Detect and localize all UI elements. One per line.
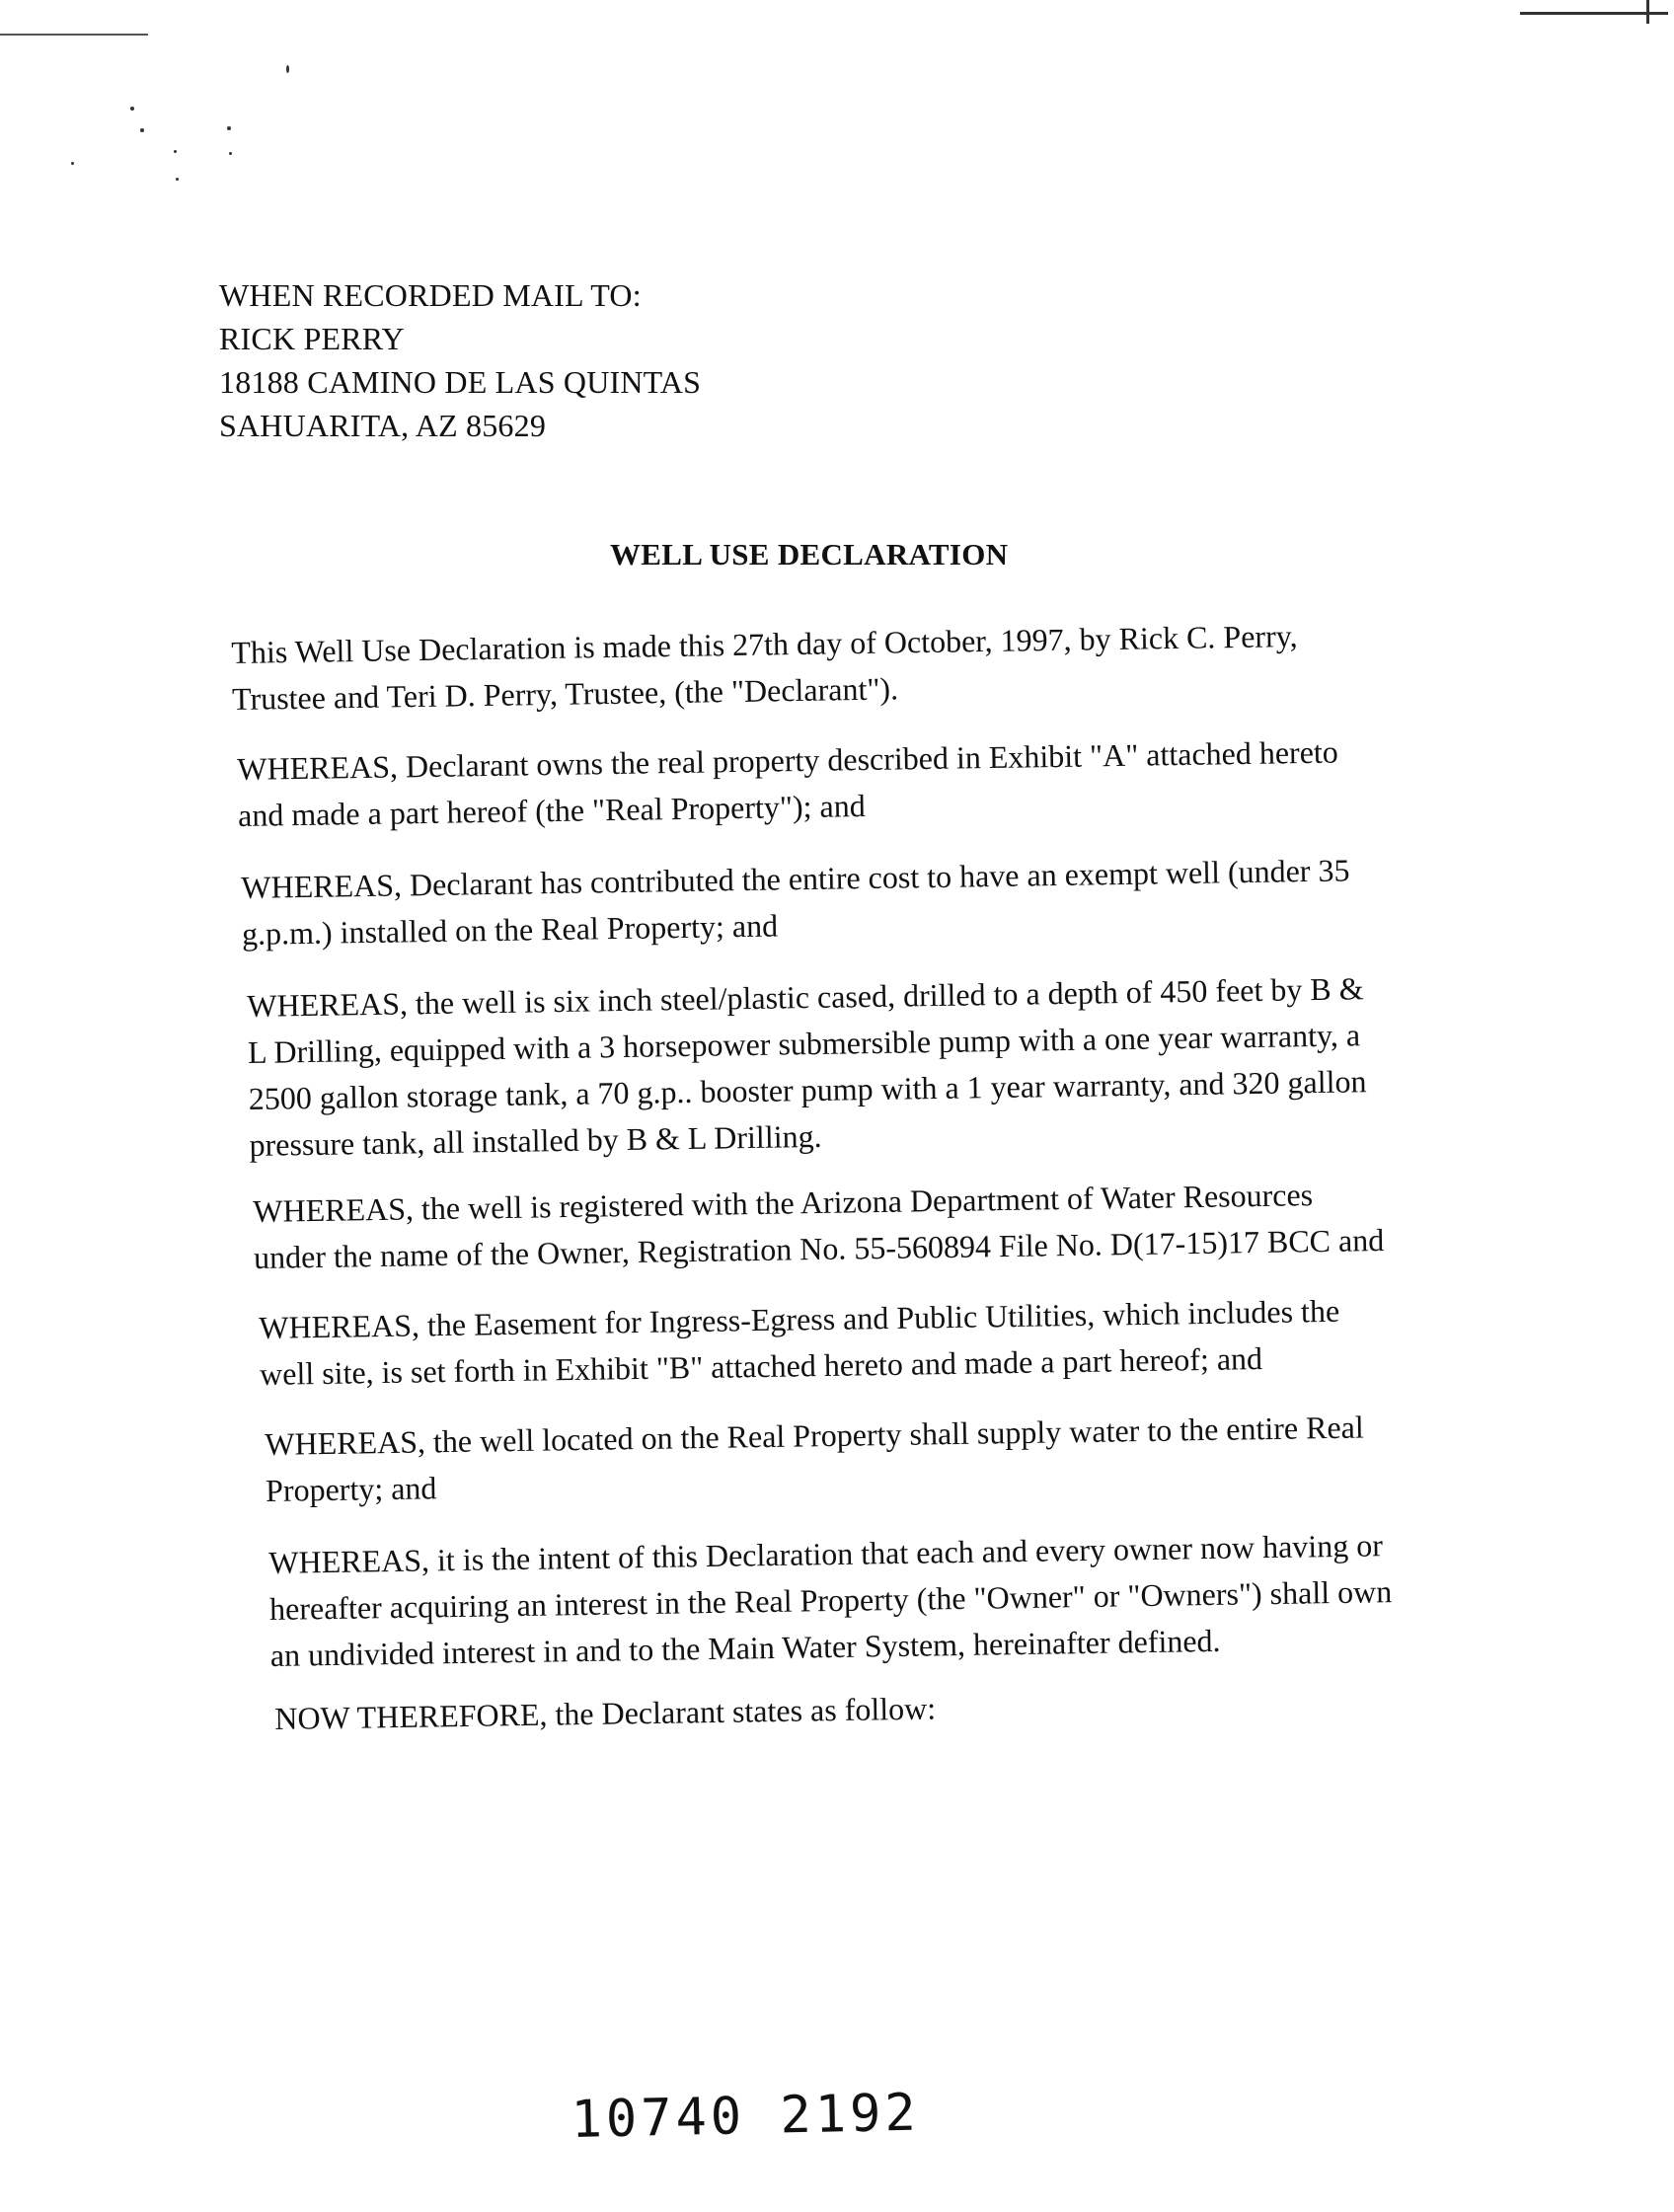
scan-speck: [286, 65, 289, 73]
paragraph-line: hereafter acquiring an interest in the Real Property (the "Owner" or "Owners") shall own: [268, 1573, 1393, 1627]
whereas-registration-paragraph: [253, 1170, 1478, 1281]
whereas-water-supply-paragraph: [265, 1403, 1489, 1514]
mailing-street-address: 18188 CAMINO DE LAS QUINTAS: [219, 364, 702, 400]
paragraph-line: pressure tank, all installed by B & L Drilling.: [249, 1117, 822, 1163]
scan-edge-tick-top-right: [1646, 0, 1649, 24]
scan-speck: [174, 150, 177, 153]
whereas-cost-paragraph: [241, 846, 1466, 957]
paragraph-line: WHEREAS, the Easement for Ingress-Egress and Public Utilities, which includes the: [259, 1292, 1340, 1345]
paragraph-line: well site, is set forth in Exhibit "B" attached hereto and made a part hereof; and: [259, 1340, 1263, 1392]
paragraph-line: WHEREAS, Declarant owns the real property described in Exhibit "A" attached hereto: [237, 733, 1339, 787]
paragraph-line: Property; and: [265, 1470, 437, 1508]
mailing-address-block: [219, 273, 701, 447]
whereas-well-description-paragraph: [247, 964, 1474, 1169]
mailing-instruction: WHEN RECORDED MAIL TO:: [219, 277, 642, 313]
scan-speck: [130, 107, 134, 111]
recording-book-page-number: 10740 2192: [571, 2083, 921, 2150]
paragraph-line: g.p.m.) installed on the Real Property; and: [241, 907, 779, 952]
intro-paragraph: [231, 611, 1456, 723]
scan-speck: [227, 126, 231, 130]
paragraph-line: WHEREAS, the well is registered with the Arizona Department of Water Resources: [253, 1177, 1314, 1229]
scan-edge-line-top-left: [0, 34, 148, 36]
paragraph-line: and made a part hereof (the "Real Property"); and: [237, 788, 866, 833]
mailing-city-state-zip: SAHUARITA, AZ 85629: [219, 408, 547, 443]
mailing-recipient-name: RICK PERRY: [219, 321, 405, 356]
scan-speck: [176, 178, 179, 181]
now-therefore-paragraph: [274, 1677, 1499, 1742]
scan-speck: [229, 152, 232, 155]
whereas-easement-paragraph: [259, 1286, 1484, 1398]
paragraph-line: 2500 gallon storage tank, a 70 g.p.. booster pump with a 1 year warranty, and 320 gallon: [248, 1063, 1367, 1116]
paragraph-line: L Drilling, equipped with a 3 horsepower submersible pump with a one year warranty, a: [247, 1017, 1361, 1070]
paragraph-line: WHEREAS, the well is six inch steel/plastic cased, drilled to a depth of 450 feet by B &: [247, 970, 1364, 1024]
scan-speck: [71, 162, 74, 165]
whereas-property-paragraph: [237, 727, 1462, 839]
whereas-intent-paragraph: [268, 1521, 1494, 1679]
scan-speck: [140, 128, 144, 132]
paragraph-line: WHEREAS, it is the intent of this Declaration that each and every owner now having or: [268, 1527, 1384, 1580]
paragraph-line: NOW THEREFORE, the Declarant states as follow:: [274, 1690, 937, 1736]
paragraph-line: WHEREAS, Declarant has contributed the entire cost to have an exempt well (under 35: [241, 852, 1350, 905]
paragraph-line: This Well Use Declaration is made this 27th day of October, 1997, by Rick C. Perry,: [231, 618, 1298, 670]
paragraph-line: WHEREAS, the well located on the Real Property shall supply water to the entire Real: [265, 1409, 1364, 1462]
paragraph-line: an undivided interest in and to the Main Water System, hereinafter defined.: [269, 1622, 1221, 1673]
document-title: WELL USE DECLARATION: [610, 537, 1009, 572]
paragraph-line: Trustee and Teri D. Perry, Trustee, (the "Declarant").: [231, 670, 899, 717]
paragraph-line: under the name of the Owner, Registration No. 55-560894 File No. D(17-15)17 BCC and: [253, 1222, 1385, 1275]
